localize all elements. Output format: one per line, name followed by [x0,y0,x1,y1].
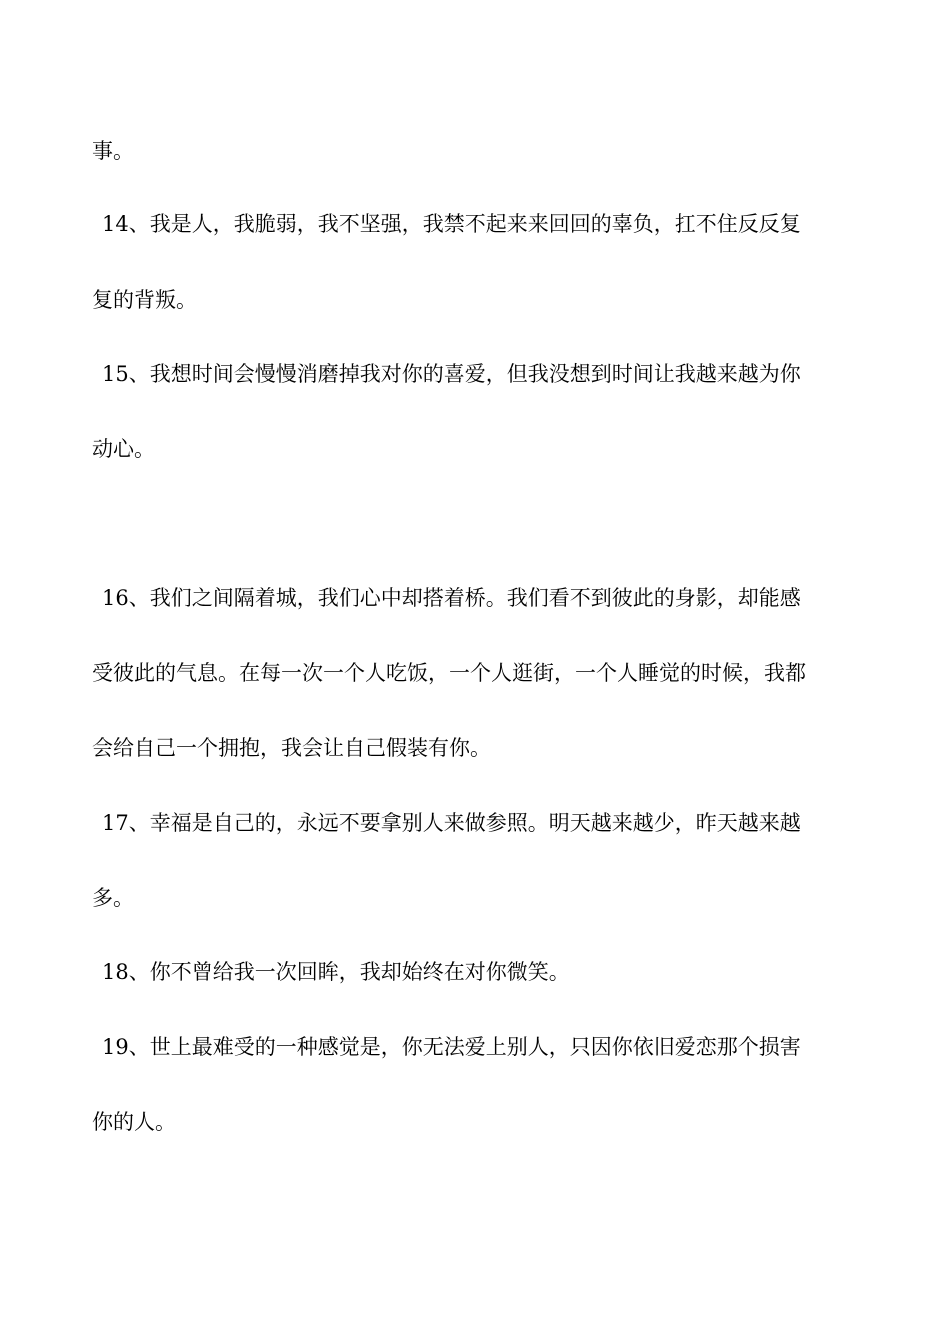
text-line: 15、我想时间会慢慢消磨掉我对你的喜爱，但我没想到时间让我越来越为你 [102,362,801,386]
text-line: 会给自己一个拥抱，我会让自己假装有你。 [92,736,491,760]
text-line: 14、我是人，我脆弱，我不坚强，我禁不起来来回回的辜负，扛不住反反复 [102,212,801,236]
text-line: 多。 [92,886,134,910]
text-line: 19、世上最难受的一种感觉是，你无法爱上别人，只因你依旧爱恋那个损害 [102,1035,801,1059]
text-line: 受彼此的气息。在每一次一个人吃饭，一个人逛街，一个人睡觉的时候，我都 [92,661,806,685]
text-line: 复的背叛。 [92,288,197,312]
text-line: 16、我们之间隔着城，我们心中却搭着桥。我们看不到彼此的身影，却能感 [102,586,801,610]
text-line: 事。 [92,139,134,163]
text-line: 17、幸福是自己的，永远不要拿别人来做参照。明天越来越少，昨天越来越 [102,811,801,835]
text-line: 你的人。 [92,1110,176,1134]
text-line: 动心。 [92,437,155,461]
text-line: 18、你不曾给我一次回眸，我却始终在对你微笑。 [102,960,570,984]
